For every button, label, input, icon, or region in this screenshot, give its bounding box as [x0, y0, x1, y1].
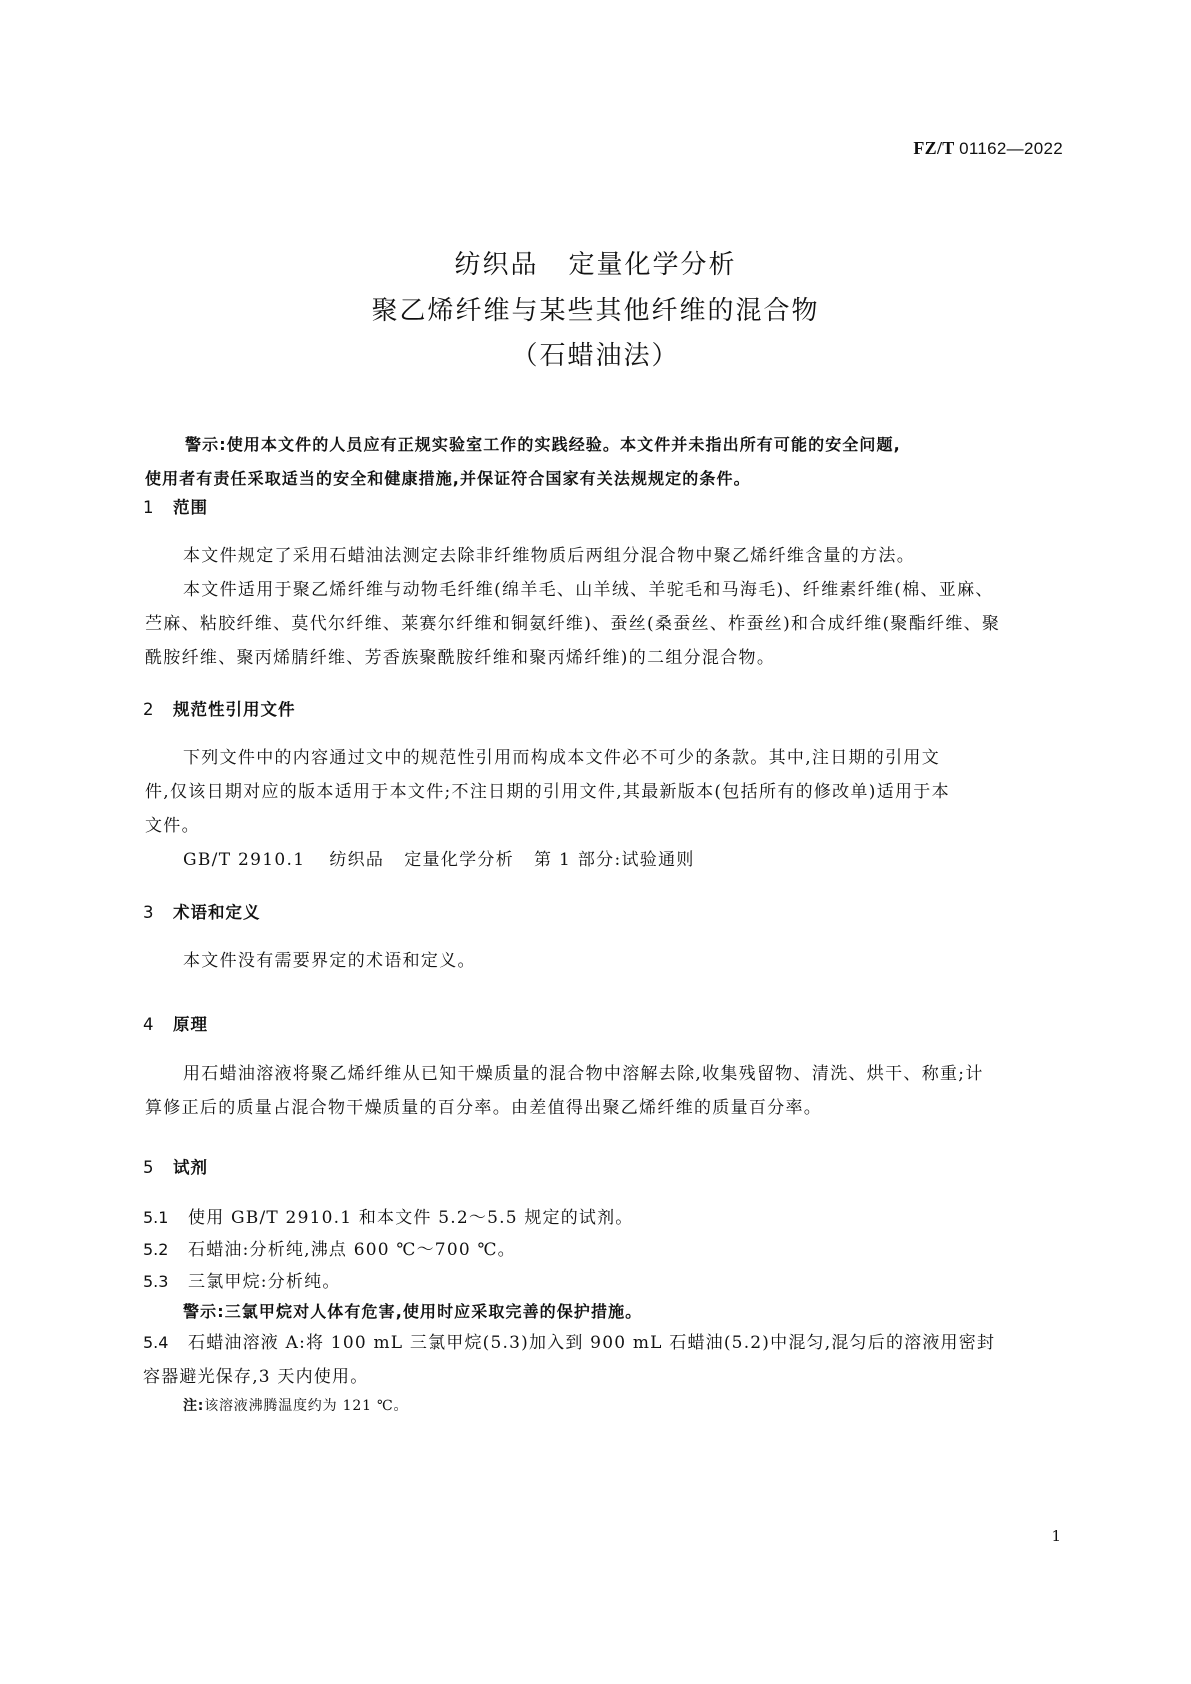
- page-number: 1: [1051, 1527, 1061, 1545]
- clause-text: 使用 GB/T 2910.1 和本文件 5.2～5.5 规定的试剂。: [188, 1208, 634, 1228]
- section-5-heading: [143, 1154, 208, 1178]
- note-label: 注:: [183, 1398, 205, 1414]
- clause-number: 5.2: [143, 1240, 169, 1259]
- section-3-paragraph: 本文件没有需要界定的术语和定义。: [183, 951, 476, 971]
- section-number: 2: [143, 700, 155, 719]
- section-4-heading: [143, 1011, 208, 1035]
- reference-code: GB/T 2910.1: [183, 850, 306, 870]
- section-number: 4: [143, 1015, 155, 1034]
- reference-title-2: 定量化学分析: [404, 850, 515, 870]
- clause-number: 5.3: [143, 1272, 169, 1291]
- clause-5-2: [143, 1233, 1075, 1267]
- section-2-paragraph: 下列文件中的内容通过文中的规范性引用而构成本文件必不可少的条款。其中,注日期的引用文 件,仅该日期对应的版本适用于本文件;不注日期的引用文件,其最新版本(包括所有的修改单)适用于本 文件。: [145, 748, 950, 836]
- clause-text: 石蜡油:分析纯,沸点 600 ℃～700 ℃。: [188, 1240, 516, 1260]
- section-1-heading: [143, 494, 208, 518]
- section-1-paragraph-2: 本文件适用于聚乙烯纤维与动物毛纤维(绵羊毛、山羊绒、羊驼毛和马海毛)、纤维素纤维(棉、亚麻、 苎麻、粘胶纤维、莫代尔纤维、莱赛尔纤维和铜氨纤维)、蚕丝(桑蚕丝、柞蚕丝)和合成纤维(聚酯纤维、聚 酰胺纤维、聚丙烯腈纤维、芳香族聚酰胺纤维和聚丙烯纤维)的二组分混合物。: [145, 580, 1001, 668]
- chloroform-warning: 警示:三氯甲烷对人体有危害,使用时应采取完善的保护措施。: [183, 1302, 643, 1321]
- standard-prefix: FZ/T: [913, 138, 955, 158]
- safety-warning: [145, 428, 1073, 496]
- note-text: 该溶液沸腾温度约为 121 ℃。: [204, 1398, 409, 1414]
- reference-title-3: 第 1 部分:试验通则: [534, 850, 695, 870]
- clause-5-1: [143, 1201, 1075, 1235]
- section-title: 原理: [173, 1015, 208, 1034]
- section-number: 3: [143, 903, 155, 922]
- section-number: 1: [143, 498, 155, 517]
- clause-text-line-2: 容器避光保存,3 天内使用。: [143, 1367, 369, 1387]
- clause-text: 三氯甲烷:分析纯。: [188, 1272, 341, 1292]
- clause-number: 5.1: [143, 1208, 169, 1227]
- title-line-2: 聚乙烯纤维与某些其他纤维的混合物: [371, 296, 820, 326]
- section-2-heading: [143, 696, 296, 720]
- section-3-heading: [143, 899, 261, 923]
- warning-line-2: 使用者有责任采取适当的安全和健康措施,并保证符合国家有关法规规定的条件。: [145, 469, 751, 488]
- section-1-paragraph-1: 本文件规定了采用石蜡油法测定去除非纤维物质后两组分混合物中聚乙烯纤维含量的方法。: [183, 546, 915, 566]
- section-title: 范围: [173, 498, 208, 517]
- title-line-3: （石蜡油法）: [511, 341, 680, 371]
- title-part-b: 定量化学分析: [568, 250, 737, 280]
- section-title: 术语和定义: [173, 903, 261, 922]
- standard-code: [913, 138, 1063, 159]
- title-line-1: [0, 244, 1191, 281]
- clause-text-line-1: 石蜡油溶液 A:将 100 mL 三氯甲烷(5.3)加入到 900 mL 石蜡油(5.2)中混匀,混匀后的溶液用密封: [188, 1333, 996, 1353]
- warning-line-1: 警示:使用本文件的人员应有正规实验室工作的实践经验。本文件并未指出所有可能的安全问题,: [185, 435, 901, 454]
- normative-reference: [145, 843, 1075, 877]
- clause-number: 5.4: [143, 1333, 169, 1352]
- standard-number: 01162—2022: [959, 139, 1063, 158]
- section-4-paragraph: 用石蜡油溶液将聚乙烯纤维从已知干燥质量的混合物中溶解去除,收集残留物、清洗、烘干、称重;计 算修正后的质量占混合物干燥质量的百分率。由差值得出聚乙烯纤维的质量百分率。: [145, 1064, 984, 1118]
- section-title: 规范性引用文件: [173, 700, 296, 719]
- reference-title-1: 纺织品: [329, 850, 385, 870]
- note: [183, 1395, 408, 1415]
- clause-5-4: [143, 1326, 1075, 1394]
- section-number: 5: [143, 1158, 155, 1177]
- title-part-a: 纺织品: [454, 250, 539, 280]
- clause-5-3: [143, 1265, 1075, 1299]
- section-title: 试剂: [173, 1158, 208, 1177]
